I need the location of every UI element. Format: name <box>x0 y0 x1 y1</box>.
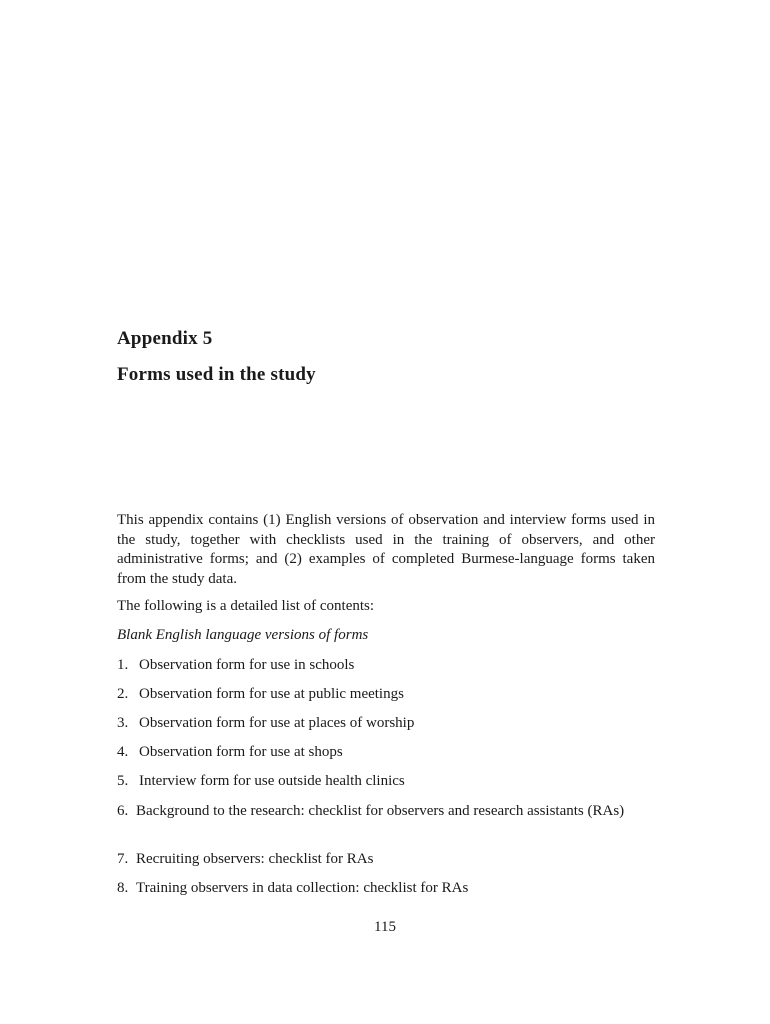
appendix-title: Appendix 5 <box>117 328 213 349</box>
list-item-number: 1. <box>117 657 129 673</box>
list-item-number: 6. <box>117 803 129 819</box>
list-item-text: Observation form for use in schools <box>139 657 355 673</box>
list-item <box>117 685 657 704</box>
list-item <box>117 850 657 869</box>
list-item-text: Recruiting observers: checklist for RAs <box>136 851 374 867</box>
list-item-text: Interview form for use outside health clinics <box>139 773 405 789</box>
list-item-text: Background to the research: checklist for observers and research assistants (RAs) <box>136 803 625 819</box>
list-item <box>117 656 657 675</box>
list-item-number: 7. <box>117 851 129 867</box>
list-item <box>117 802 657 821</box>
list-item <box>117 714 657 733</box>
list-item-text: Observation form for use at shops <box>139 744 343 760</box>
section-heading: Blank English language versions of forms <box>117 627 369 643</box>
contents-lead: The following is a detailed list of contents: <box>117 598 375 614</box>
intro-paragraph: This appendix contains (1) English versions of observation and interview forms used in the study, together with checklists used in the training of observers, and other administrative forms; and (2) examples of completed Burmese-language forms taken from the study data. <box>117 512 655 587</box>
list-item <box>117 879 657 898</box>
list-item <box>117 743 657 762</box>
list-item-number: 5. <box>117 773 129 789</box>
list-item-text: Observation form for use at places of worship <box>139 715 415 731</box>
list-item-number: 3. <box>117 715 129 731</box>
list-item-number: 8. <box>117 880 129 896</box>
appendix-subtitle: Forms used in the study <box>117 364 316 385</box>
page-number: 115 <box>374 919 396 935</box>
list-item-text: Training observers in data collection: checklist for RAs <box>136 880 469 896</box>
list-item-number: 4. <box>117 744 129 760</box>
list-item <box>117 772 657 791</box>
list-item-number: 2. <box>117 686 129 702</box>
list-item-text: Observation form for use at public meetings <box>139 686 404 702</box>
